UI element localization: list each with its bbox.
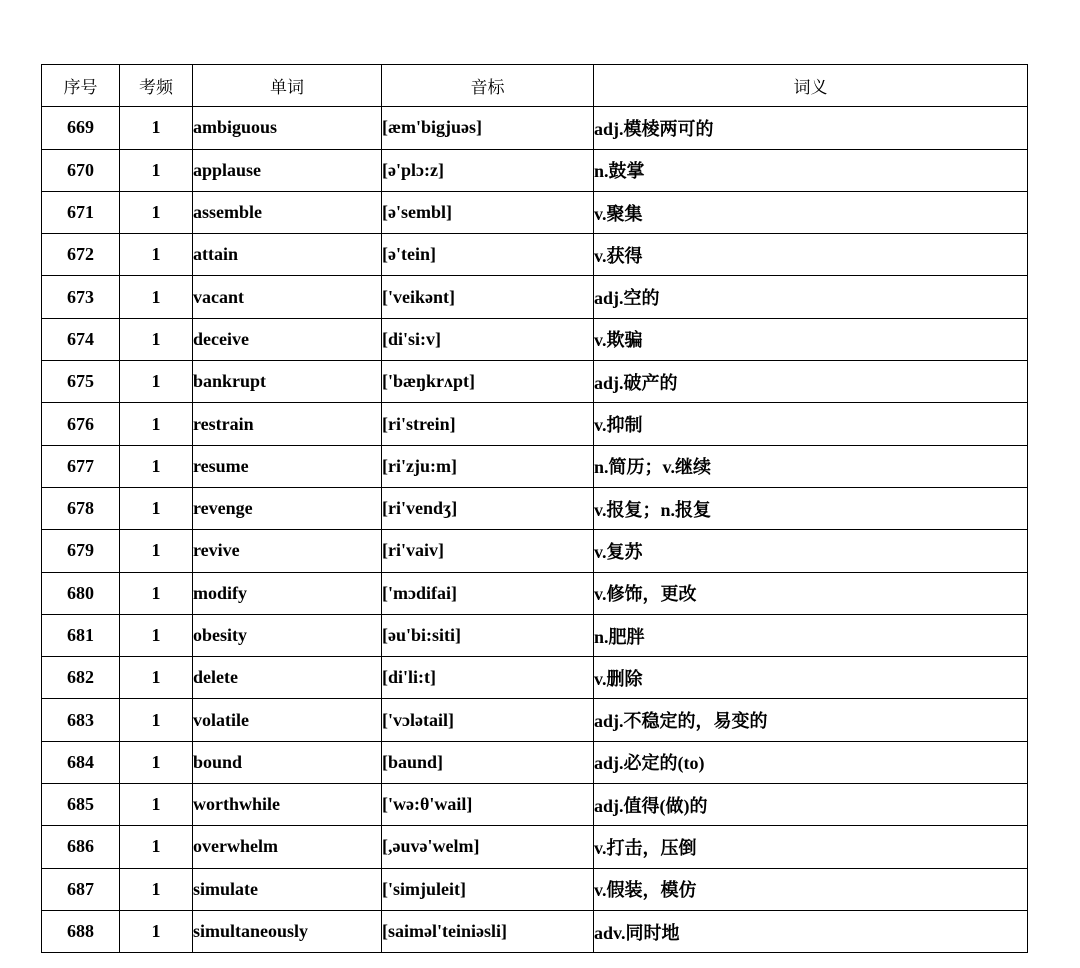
cell-phonetic: [əu'bi:siti] xyxy=(382,614,594,656)
table-row xyxy=(42,826,1028,868)
cell-phonetic: [ə'sembl] xyxy=(382,191,594,233)
cell-index: 682 xyxy=(42,657,120,699)
header-frequency: 考频 xyxy=(120,65,193,107)
cell-phonetic: [di'li:t] xyxy=(382,657,594,699)
table-row xyxy=(42,361,1028,403)
cell-word: ambiguous xyxy=(193,107,382,149)
cell-meaning: n.简历；v.继续 xyxy=(594,445,1028,487)
table-row xyxy=(42,868,1028,910)
table-row xyxy=(42,445,1028,487)
cell-meaning: v.修饰，更改 xyxy=(594,572,1028,614)
cell-frequency: 1 xyxy=(120,826,193,868)
table-row xyxy=(42,149,1028,191)
cell-index: 676 xyxy=(42,403,120,445)
cell-frequency: 1 xyxy=(120,868,193,910)
cell-phonetic: [ri'vaiv] xyxy=(382,530,594,572)
cell-word: worthwhile xyxy=(193,784,382,826)
table-row xyxy=(42,487,1028,529)
cell-meaning: v.打击，压倒 xyxy=(594,826,1028,868)
table-row xyxy=(42,741,1028,783)
cell-frequency: 1 xyxy=(120,614,193,656)
table-row xyxy=(42,910,1028,952)
cell-frequency: 1 xyxy=(120,784,193,826)
cell-word: revive xyxy=(193,530,382,572)
cell-word: volatile xyxy=(193,699,382,741)
cell-phonetic: [æm'bigjuəs] xyxy=(382,107,594,149)
cell-index: 669 xyxy=(42,107,120,149)
cell-phonetic: [ri'strein] xyxy=(382,403,594,445)
vocabulary-table xyxy=(41,64,1028,953)
cell-meaning: adj.空的 xyxy=(594,276,1028,318)
cell-meaning: adj.破产的 xyxy=(594,361,1028,403)
cell-meaning: adj.模棱两可的 xyxy=(594,107,1028,149)
cell-meaning: v.聚集 xyxy=(594,191,1028,233)
cell-index: 672 xyxy=(42,234,120,276)
cell-index: 671 xyxy=(42,191,120,233)
cell-word: modify xyxy=(193,572,382,614)
cell-phonetic: ['vɔlətail] xyxy=(382,699,594,741)
cell-word: simulate xyxy=(193,868,382,910)
cell-phonetic: ['simjuleit] xyxy=(382,868,594,910)
cell-index: 683 xyxy=(42,699,120,741)
table-row xyxy=(42,530,1028,572)
table-row xyxy=(42,107,1028,149)
cell-phonetic: [ri'vendʒ] xyxy=(382,487,594,529)
table-row xyxy=(42,657,1028,699)
cell-word: vacant xyxy=(193,276,382,318)
cell-index: 673 xyxy=(42,276,120,318)
cell-word: obesity xyxy=(193,614,382,656)
cell-phonetic: [ə'tein] xyxy=(382,234,594,276)
cell-index: 674 xyxy=(42,318,120,360)
cell-word: simultaneously xyxy=(193,910,382,952)
cell-frequency: 1 xyxy=(120,699,193,741)
cell-frequency: 1 xyxy=(120,530,193,572)
cell-phonetic: [ə'plɔ:z] xyxy=(382,149,594,191)
cell-index: 687 xyxy=(42,868,120,910)
header-phonetic: 音标 xyxy=(382,65,594,107)
cell-meaning: v.复苏 xyxy=(594,530,1028,572)
cell-word: assemble xyxy=(193,191,382,233)
cell-index: 680 xyxy=(42,572,120,614)
table-row xyxy=(42,614,1028,656)
cell-index: 678 xyxy=(42,487,120,529)
cell-meaning: v.抑制 xyxy=(594,403,1028,445)
cell-frequency: 1 xyxy=(120,487,193,529)
cell-word: resume xyxy=(193,445,382,487)
cell-frequency: 1 xyxy=(120,403,193,445)
cell-word: overwhelm xyxy=(193,826,382,868)
table-row xyxy=(42,234,1028,276)
cell-index: 686 xyxy=(42,826,120,868)
cell-frequency: 1 xyxy=(120,445,193,487)
table-row xyxy=(42,784,1028,826)
header-index: 序号 xyxy=(42,65,120,107)
cell-frequency: 1 xyxy=(120,107,193,149)
cell-phonetic: ['mɔdifai] xyxy=(382,572,594,614)
cell-index: 675 xyxy=(42,361,120,403)
cell-word: bound xyxy=(193,741,382,783)
cell-phonetic: ['veikənt] xyxy=(382,276,594,318)
cell-index: 677 xyxy=(42,445,120,487)
cell-index: 679 xyxy=(42,530,120,572)
cell-phonetic: [saiməl'teiniəsli] xyxy=(382,910,594,952)
table-row xyxy=(42,403,1028,445)
table-body xyxy=(42,107,1028,953)
cell-phonetic: ['wə:θ'wail] xyxy=(382,784,594,826)
cell-frequency: 1 xyxy=(120,572,193,614)
cell-frequency: 1 xyxy=(120,234,193,276)
cell-meaning: v.欺骗 xyxy=(594,318,1028,360)
table-row xyxy=(42,318,1028,360)
cell-frequency: 1 xyxy=(120,741,193,783)
cell-meaning: adj.不稳定的，易变的 xyxy=(594,699,1028,741)
cell-meaning: adj.值得(做)的 xyxy=(594,784,1028,826)
cell-frequency: 1 xyxy=(120,318,193,360)
cell-word: deceive xyxy=(193,318,382,360)
cell-phonetic: [,əuvə'welm] xyxy=(382,826,594,868)
cell-meaning: n.肥胖 xyxy=(594,614,1028,656)
cell-meaning: adj.必定的(to) xyxy=(594,741,1028,783)
cell-meaning: n.鼓掌 xyxy=(594,149,1028,191)
cell-meaning: adv.同时地 xyxy=(594,910,1028,952)
cell-frequency: 1 xyxy=(120,149,193,191)
cell-meaning: v.报复；n.报复 xyxy=(594,487,1028,529)
cell-frequency: 1 xyxy=(120,910,193,952)
cell-word: applause xyxy=(193,149,382,191)
cell-index: 670 xyxy=(42,149,120,191)
cell-index: 681 xyxy=(42,614,120,656)
cell-index: 685 xyxy=(42,784,120,826)
cell-frequency: 1 xyxy=(120,191,193,233)
cell-index: 688 xyxy=(42,910,120,952)
cell-meaning: v.假装，模仿 xyxy=(594,868,1028,910)
cell-frequency: 1 xyxy=(120,276,193,318)
cell-index: 684 xyxy=(42,741,120,783)
cell-word: attain xyxy=(193,234,382,276)
table-row xyxy=(42,572,1028,614)
cell-frequency: 1 xyxy=(120,657,193,699)
cell-word: restrain xyxy=(193,403,382,445)
table-row xyxy=(42,191,1028,233)
table-row xyxy=(42,276,1028,318)
cell-phonetic: [baund] xyxy=(382,741,594,783)
cell-phonetic: [di'si:v] xyxy=(382,318,594,360)
cell-meaning: v.删除 xyxy=(594,657,1028,699)
header-meaning: 词义 xyxy=(594,65,1028,107)
cell-phonetic: ['bæŋkrʌpt] xyxy=(382,361,594,403)
cell-word: revenge xyxy=(193,487,382,529)
cell-word: delete xyxy=(193,657,382,699)
cell-word: bankrupt xyxy=(193,361,382,403)
table-header-row xyxy=(42,65,1028,107)
cell-meaning: v.获得 xyxy=(594,234,1028,276)
cell-frequency: 1 xyxy=(120,361,193,403)
header-word: 单词 xyxy=(193,65,382,107)
cell-phonetic: [ri'zju:m] xyxy=(382,445,594,487)
table-row xyxy=(42,699,1028,741)
